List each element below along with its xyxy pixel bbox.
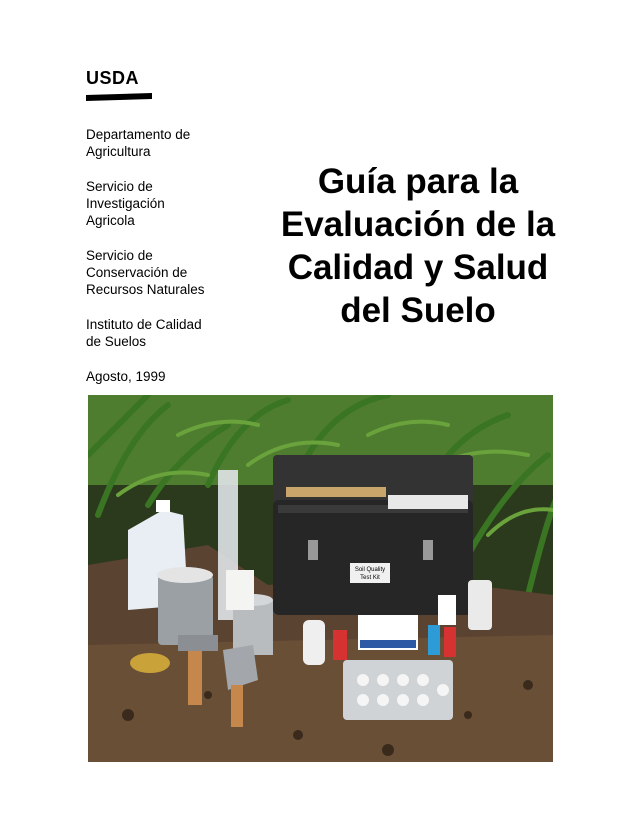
vial-case [343,660,453,720]
title-line: Guía para la [317,162,519,201]
ec-meter [444,627,456,657]
ph-meter [428,625,440,655]
metal-ring [158,575,213,645]
title-line: del Suelo [340,291,496,330]
usda-logo-swoosh [86,92,152,101]
publication-date: Agosto, 1999 [86,369,166,384]
usda-logo [86,68,139,88]
syringe [303,620,325,665]
plastic-bottle [226,570,254,610]
cover-photo-soil-test-kit [88,395,553,762]
document-title [250,160,586,332]
agency-department-agriculture: Departamento de Agricultura [86,127,191,159]
agency-soil-quality-institute: Instituto de Calidad de Suelos [86,317,202,349]
kit-label-line: Test Kit [360,575,380,581]
kit-label-line: Soil Quality [354,567,386,573]
reagent-bottle [438,595,456,625]
usda-wordmark: USDA [86,68,140,88]
wash-bottle [468,580,492,630]
toolbox-case [273,455,473,615]
title-line: Calidad y Salud [287,248,549,287]
title-line: Evaluación de la [280,205,556,244]
agency-agricultural-research: Servicio de Investigación Agricola [86,179,165,228]
sieve [130,653,170,673]
agency-nrcs: Servicio de Conservación de Recursos Naturales [86,248,205,297]
